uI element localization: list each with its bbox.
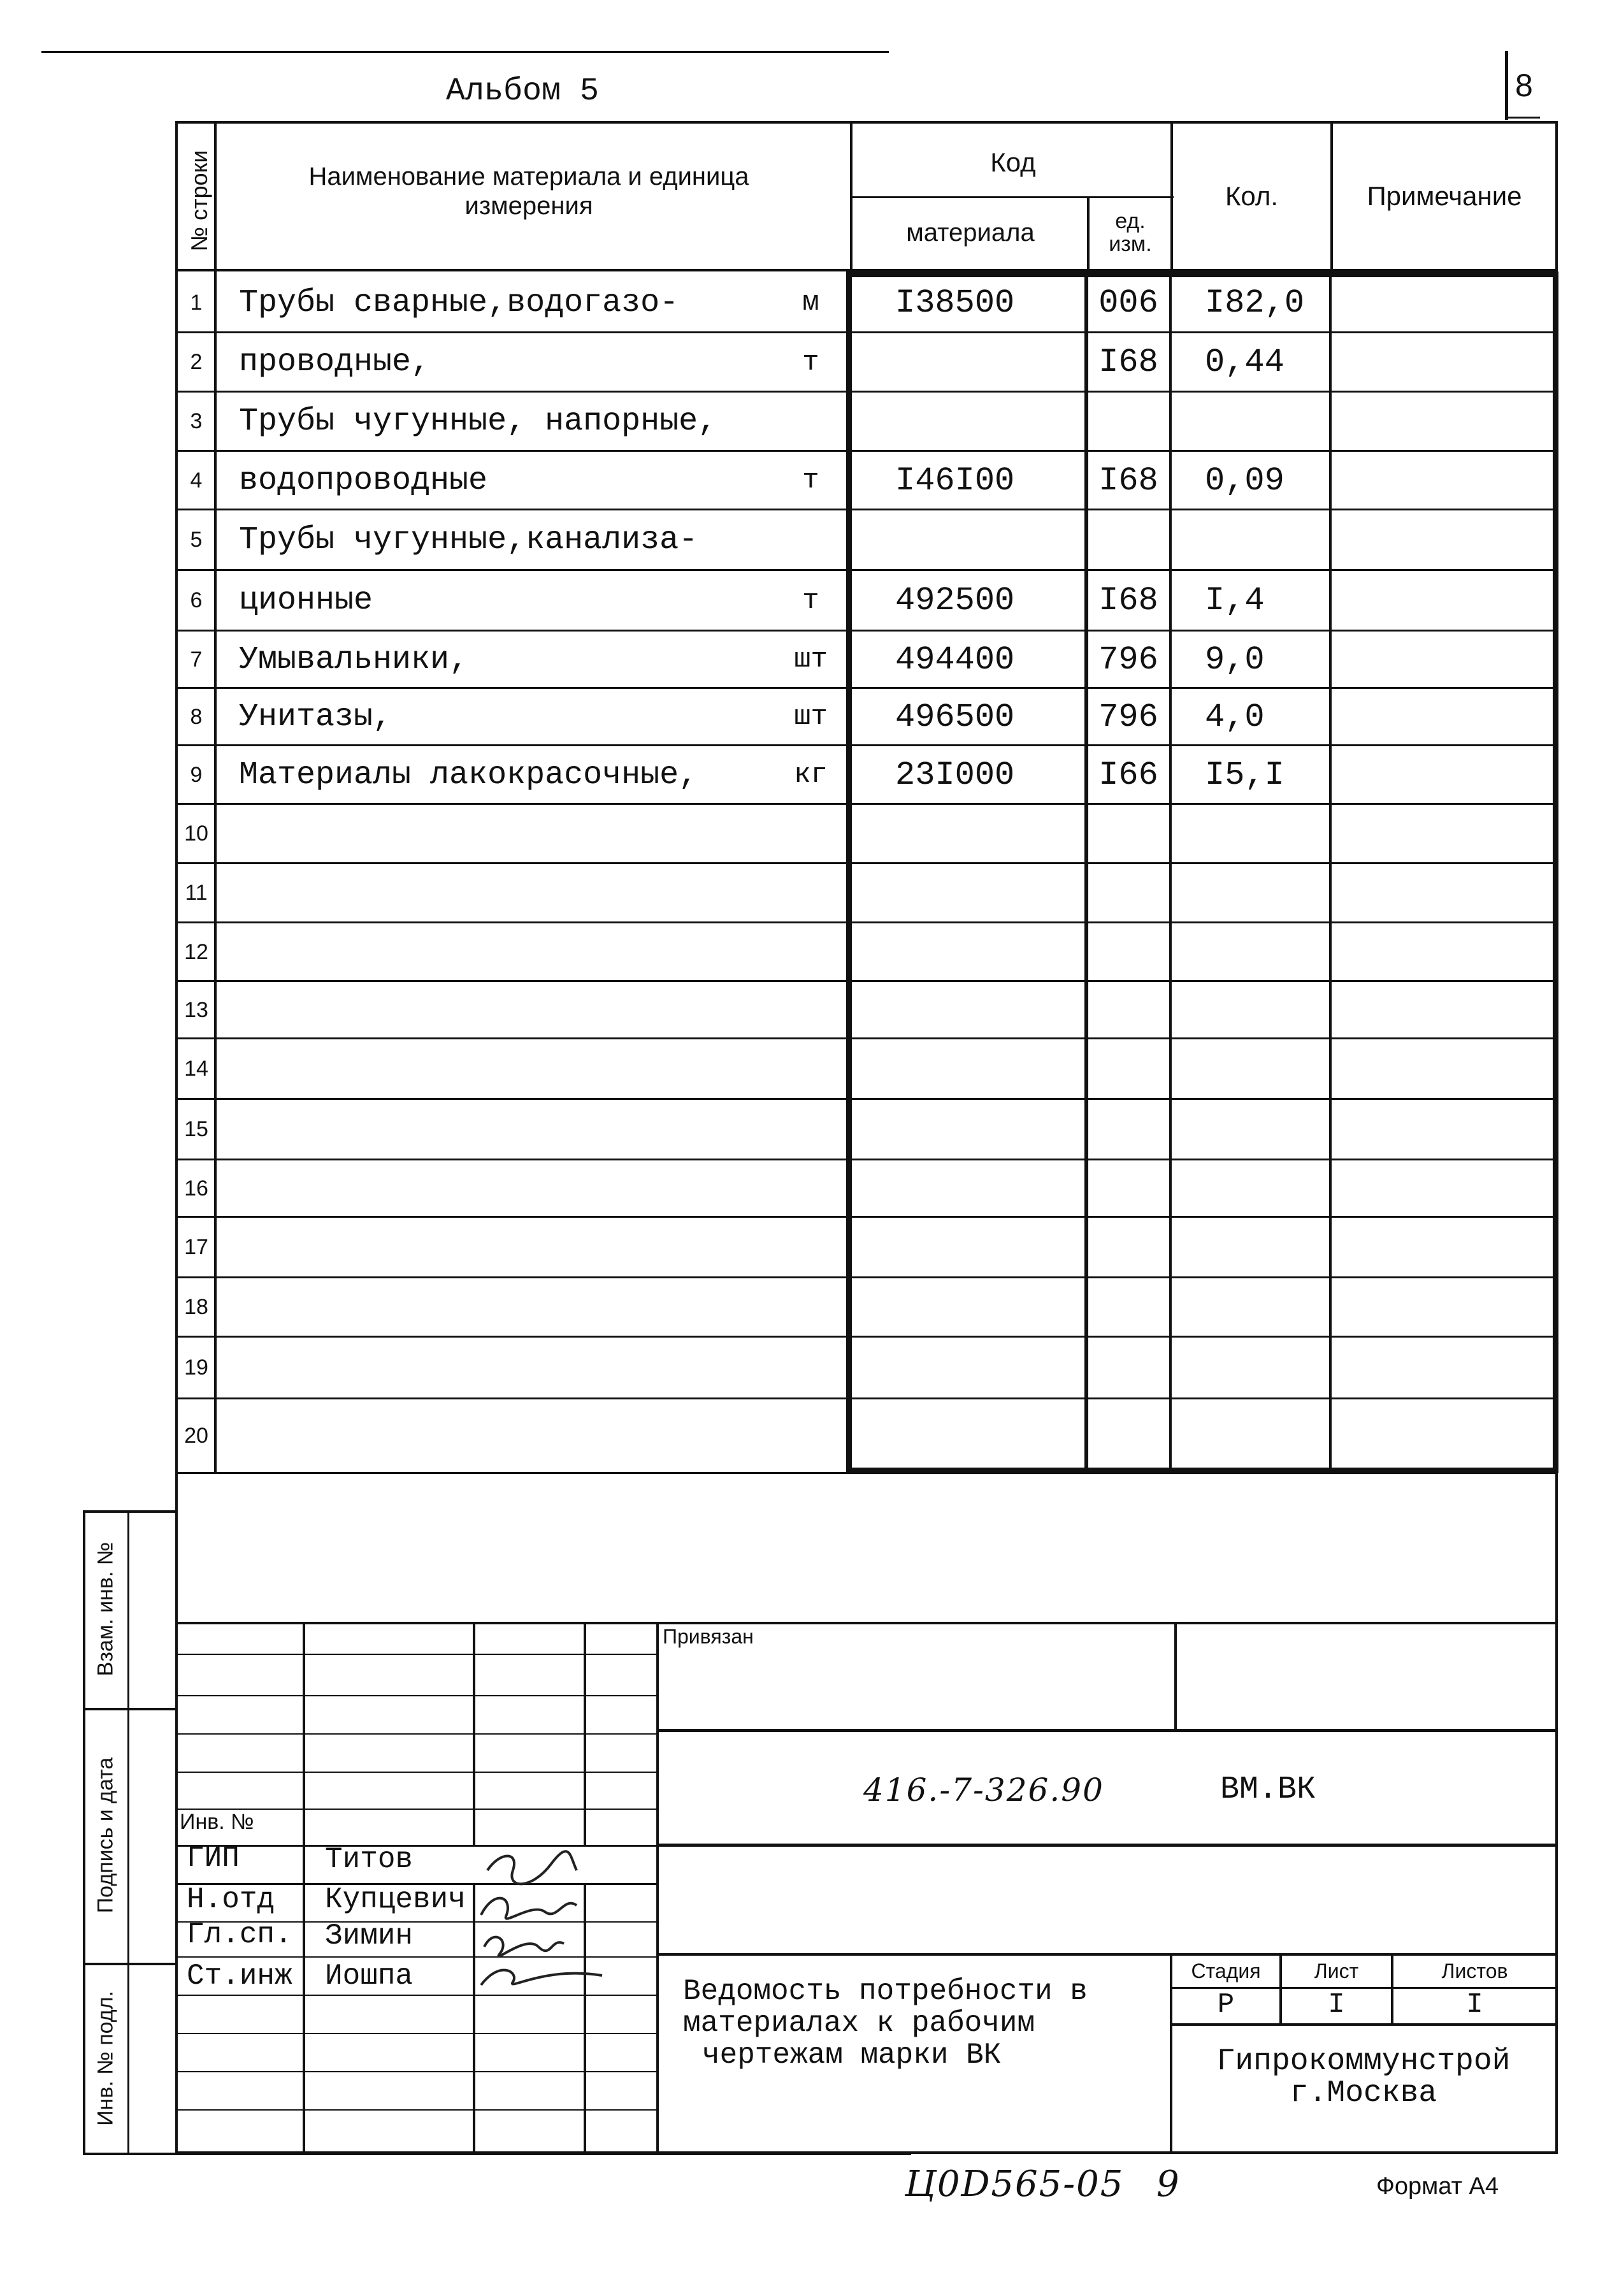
sheet-label: Лист xyxy=(1314,1959,1359,1982)
row-unit-code: I66 xyxy=(1098,756,1158,794)
row-number: 13 xyxy=(184,997,208,1022)
row-qty: 0,09 xyxy=(1205,461,1284,500)
row-qty xyxy=(1173,1278,1330,1337)
row-material-code xyxy=(873,804,1083,863)
row-unit: м xyxy=(802,287,819,319)
row-number: 11 xyxy=(185,881,208,905)
row-note xyxy=(1333,688,1556,746)
row-material-code xyxy=(873,863,1083,923)
row-unit-code: 796 xyxy=(1098,640,1158,679)
row-note xyxy=(1333,1217,1556,1278)
row-name: Материалы лакокрасочные, xyxy=(239,756,698,793)
table-row xyxy=(175,688,1558,746)
row-unit xyxy=(774,1160,847,1217)
name-n-otd: Купцевич xyxy=(325,1883,466,1916)
table-row xyxy=(175,1160,1558,1217)
row-unit-code: I68 xyxy=(1098,582,1158,619)
sheet-value: I xyxy=(1328,1989,1345,2021)
sheets-label: Листов xyxy=(1441,1959,1508,1982)
row-unit-code xyxy=(1088,1337,1169,1399)
row-note xyxy=(1333,1399,1556,1473)
row-unit-code xyxy=(1088,1099,1169,1160)
row-qty: I5,I xyxy=(1205,756,1284,794)
row-qty: 9,0 xyxy=(1205,640,1265,679)
header-qty: Кол. xyxy=(1225,180,1279,211)
stamp-inv-podl: Инв. № подл. xyxy=(93,1991,118,2126)
row-unit: т xyxy=(802,584,819,617)
name-st-inzh: Иошпа xyxy=(325,1960,414,1993)
doc-code: 416.-7-326.90 xyxy=(863,1772,1104,1809)
table-row xyxy=(175,1217,1558,1278)
archive-page: 9 xyxy=(1156,2163,1179,2205)
stage-value: Р xyxy=(1217,1989,1235,2021)
stage-label: Стадия xyxy=(1191,1959,1261,1982)
header-code-material: материала xyxy=(906,218,1035,247)
privyazan-label: Привязан xyxy=(663,1625,754,1648)
name-gip: Титов xyxy=(325,1843,414,1876)
sheets-value: I xyxy=(1466,1989,1483,2021)
row-unit xyxy=(774,1217,847,1278)
row-qty xyxy=(1173,1099,1330,1160)
row-material-code: 492500 xyxy=(895,582,1015,619)
row-number: 19 xyxy=(184,1355,208,1380)
row-qty xyxy=(1173,1217,1330,1278)
row-unit-code xyxy=(1088,863,1169,923)
row-unit-code xyxy=(1088,923,1169,981)
row-qty xyxy=(1173,1039,1330,1099)
row-note xyxy=(1333,1099,1556,1160)
row-material-code xyxy=(873,981,1083,1039)
row-note xyxy=(1333,1278,1556,1337)
row-qty: 4,0 xyxy=(1205,698,1265,736)
row-unit-code: 796 xyxy=(1098,698,1158,736)
row-unit-code xyxy=(1088,392,1169,451)
row-material-code xyxy=(873,1399,1083,1473)
row-qty xyxy=(1173,392,1330,451)
doc-title: Ведомость потребности в материалах к рабочим чертежам марки ВК xyxy=(683,1975,1088,2072)
row-note xyxy=(1333,631,1556,688)
row-qty xyxy=(1173,981,1330,1039)
row-number: 17 xyxy=(184,1235,208,1259)
table-row xyxy=(175,273,1558,333)
row-material-code xyxy=(873,392,1083,451)
row-unit xyxy=(774,981,847,1039)
table-row xyxy=(175,1337,1558,1399)
row-note xyxy=(1333,1337,1556,1399)
row-number: 9 xyxy=(190,762,203,787)
row-material-code xyxy=(873,1337,1083,1399)
row-note xyxy=(1333,863,1556,923)
table-row xyxy=(175,804,1558,863)
row-qty: 0,44 xyxy=(1205,343,1284,381)
row-unit-code: 006 xyxy=(1098,284,1158,322)
header-row-no: № строки xyxy=(186,150,212,252)
stamp-podpis: Подпись и дата xyxy=(93,1757,118,1914)
row-note xyxy=(1333,392,1556,451)
table-row xyxy=(175,923,1558,981)
name-gl-sp: Зимин xyxy=(325,1919,414,1953)
row-note xyxy=(1333,1039,1556,1099)
table-row xyxy=(175,510,1558,570)
row-material-code xyxy=(873,1278,1083,1337)
table-row xyxy=(175,981,1558,1039)
row-number: 12 xyxy=(184,939,208,964)
row-name: Унитазы, xyxy=(239,698,392,735)
header-note: Примечание xyxy=(1367,180,1522,211)
header-code: Код xyxy=(990,147,1036,177)
table-row xyxy=(175,392,1558,451)
row-qty: I82,0 xyxy=(1205,284,1305,322)
role-n-otd: Н.отд xyxy=(187,1883,275,1916)
row-material-code xyxy=(873,333,1083,392)
row-note xyxy=(1333,273,1556,333)
table-row xyxy=(175,1099,1558,1160)
row-number: 10 xyxy=(184,821,208,846)
row-unit xyxy=(774,1039,847,1099)
role-st-inzh: Ст.инж xyxy=(187,1960,292,1993)
row-material-code xyxy=(873,1217,1083,1278)
row-number: 15 xyxy=(184,1117,208,1141)
row-qty xyxy=(1173,510,1330,570)
row-qty xyxy=(1173,1160,1330,1217)
table-row xyxy=(175,451,1558,510)
page-number-divider xyxy=(1505,51,1508,120)
row-name: Трубы сварные,водогазо- xyxy=(239,284,679,321)
row-unit xyxy=(774,1337,847,1399)
row-qty xyxy=(1173,804,1330,863)
row-material-code xyxy=(873,923,1083,981)
table-row xyxy=(175,631,1558,688)
row-number: 14 xyxy=(184,1057,208,1081)
page-number: 8 xyxy=(1515,68,1533,103)
row-note xyxy=(1333,923,1556,981)
row-unit: кг xyxy=(794,759,828,791)
row-unit-code xyxy=(1088,1278,1169,1337)
format-label: Формат А4 xyxy=(1376,2173,1499,2200)
row-number: 16 xyxy=(184,1176,208,1201)
page-number-underline xyxy=(1508,117,1540,119)
row-qty xyxy=(1173,923,1330,981)
row-qty: I,4 xyxy=(1205,582,1265,619)
row-name: проводные, xyxy=(239,344,431,380)
row-unit-code: I68 xyxy=(1098,343,1158,381)
archive-number: Ц0D565-05 xyxy=(905,2163,1125,2205)
table-row xyxy=(175,1039,1558,1099)
row-unit xyxy=(774,510,847,570)
row-unit xyxy=(774,1099,847,1160)
stamp-vzam: Взам. инв. № xyxy=(93,1541,118,1677)
role-gip: ГИП xyxy=(187,1842,240,1875)
inv-no-label: Инв. № xyxy=(180,1810,254,1834)
row-name: Трубы чугунные, напорные, xyxy=(239,403,717,440)
row-unit: т xyxy=(802,346,819,379)
row-unit: шт xyxy=(794,644,828,675)
header-code-unit: ед. изм. xyxy=(1109,209,1152,256)
row-note xyxy=(1333,510,1556,570)
header-name: Наименование материала и единица измерения xyxy=(308,162,749,220)
row-material-code: 494400 xyxy=(895,640,1015,679)
row-number: 1 xyxy=(190,290,203,315)
row-note xyxy=(1333,804,1556,863)
row-number: 20 xyxy=(184,1424,208,1448)
row-material-code: 496500 xyxy=(895,698,1015,736)
row-unit: шт xyxy=(794,701,828,733)
row-unit xyxy=(774,804,847,863)
row-unit-code xyxy=(1088,981,1169,1039)
row-unit-code xyxy=(1088,1217,1169,1278)
table-row xyxy=(175,746,1558,804)
row-unit xyxy=(774,1278,847,1337)
role-gl-sp: Гл.сп. xyxy=(187,1918,292,1951)
row-unit-code: I68 xyxy=(1098,461,1158,500)
organization: Гипрокоммунстрой г.Москва xyxy=(1216,2044,1511,2111)
table-row xyxy=(175,1399,1558,1473)
row-number: 8 xyxy=(190,704,203,729)
row-unit xyxy=(774,1399,847,1473)
row-unit xyxy=(774,923,847,981)
signatures xyxy=(475,1845,666,1998)
row-material-code xyxy=(873,1099,1083,1160)
row-note xyxy=(1333,570,1556,631)
row-qty xyxy=(1173,863,1330,923)
table-row xyxy=(175,333,1558,392)
row-number: 4 xyxy=(190,468,203,493)
top-rule xyxy=(41,51,889,53)
row-material-code: I46I00 xyxy=(895,461,1015,500)
row-number: 5 xyxy=(190,528,203,552)
row-number: 6 xyxy=(190,588,203,612)
row-name: ционные xyxy=(239,582,373,619)
row-unit: т xyxy=(802,465,819,496)
row-material-code xyxy=(873,1039,1083,1099)
row-name: Трубы чугунные,канализа- xyxy=(239,522,698,558)
table-row xyxy=(175,1278,1558,1337)
row-number: 18 xyxy=(184,1295,208,1319)
row-material-code xyxy=(873,510,1083,570)
table-row xyxy=(175,863,1558,923)
row-name: Умывальники, xyxy=(239,641,469,678)
row-note xyxy=(1333,333,1556,392)
row-number: 3 xyxy=(190,409,203,433)
row-qty xyxy=(1173,1337,1330,1399)
row-material-code xyxy=(873,1160,1083,1217)
row-unit xyxy=(774,863,847,923)
row-note xyxy=(1333,746,1556,804)
row-unit-code xyxy=(1088,1039,1169,1099)
row-name: водопроводные xyxy=(239,462,488,499)
row-unit-code xyxy=(1088,510,1169,570)
row-unit-code xyxy=(1088,1399,1169,1473)
row-material-code: 23I000 xyxy=(895,756,1015,794)
row-note xyxy=(1333,451,1556,510)
row-material-code: I38500 xyxy=(895,284,1015,322)
row-unit-code xyxy=(1088,804,1169,863)
row-note xyxy=(1333,981,1556,1039)
row-number: 2 xyxy=(190,350,203,374)
row-unit-code xyxy=(1088,1160,1169,1217)
row-qty xyxy=(1173,1399,1330,1473)
doc-mark: ВМ.ВК xyxy=(1220,1772,1316,1808)
album-label: Альбом 5 xyxy=(446,73,600,110)
row-note xyxy=(1333,1160,1556,1217)
row-unit xyxy=(774,392,847,451)
row-number: 7 xyxy=(190,647,203,672)
table-row xyxy=(175,570,1558,631)
